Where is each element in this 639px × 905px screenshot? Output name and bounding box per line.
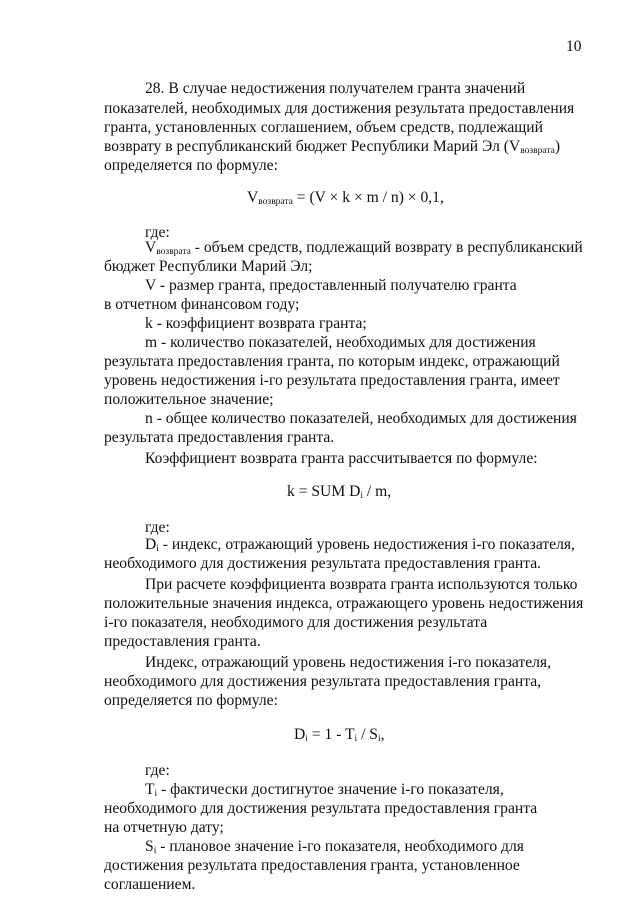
def-m-line-4: положительное значение; [104, 391, 274, 408]
def-m-line-2: результата предоставления гранта, по которым индекс, отражающий [104, 353, 560, 370]
def-s-cont-1: достижения результата предоставления гранта, установленное [104, 857, 520, 874]
p28-line-5: определяется по формуле: [104, 157, 278, 174]
def-v-return: $V_{возврата}$ - объем средств, подлежащий возврату в республиканский [145, 239, 583, 257]
where-label-3: где: [145, 762, 170, 779]
formula-return-amount: $V_{возврата} = (V \times k \times m / n) \times 0,1$, [247, 189, 444, 207]
para-calc-line-1: При расчете коэффициента возврата гранта используются только [145, 576, 578, 593]
def-t: $T_i$ - фактически достигнутое значение i-го показателя, [145, 781, 504, 799]
page-number: 10 [566, 38, 582, 55]
formula-coefficient: k = SUM $D_i$ / m, [287, 483, 392, 501]
para-calc-line-3: i-го показателя, необходимого для достижения результата [104, 614, 488, 631]
para-calc-line-2: положительные значения индекса, отражающего уровень недостижения [104, 595, 584, 612]
def-t-cont-1: необходимого для достижения результата предоставления гранта [104, 800, 538, 817]
def-m-line-3: уровень недостижения i-го результата предоставления гранта, имеет [104, 372, 560, 389]
def-v-line-2: в отчетном финансовом году; [104, 296, 300, 313]
p28-line-1: 28. В случае недостижения получателем гранта значений [145, 80, 526, 97]
def-t-cont-2: на отчетную дату; [104, 819, 224, 836]
where-label-2: где: [145, 519, 170, 536]
def-s-cont-2: соглашением. [104, 876, 196, 893]
def-n-line-2: результата предоставления гранта. [104, 429, 335, 446]
formula-index: $D_i = 1 - T_i / S_i$, [294, 726, 385, 744]
p28-line-2: показателей, необходимых для достижения результата предоставления [104, 100, 575, 117]
def-d-cont: необходимого для достижения результата предоставления гранта. [104, 555, 542, 572]
para-index-line-2: необходимого для достижения результата предоставления гранта, [104, 673, 542, 690]
p28-line-3: гранта, установленных соглашением, объем средств, подлежащий [104, 119, 543, 136]
def-v-return-cont: бюджет Республики Марий Эл; [104, 258, 313, 275]
p28-line-4: возврату в республиканский бюджет Республики Марий Эл $(V_{возврата})$ [104, 138, 561, 156]
def-v-line-1: V - размер гранта, предоставленный получателю гранта [145, 277, 517, 294]
def-m-line-1: m - количество показателей, необходимых для достижения [145, 334, 536, 351]
coef-intro: Коэффициент возврата гранта рассчитывается по формуле: [145, 450, 538, 467]
para-calc-line-4: предоставления гранта. [104, 633, 261, 650]
def-n-line-1: n - общее количество показателей, необходимых для достижения [145, 410, 577, 427]
para-index-line-1: Индекс, отражающий уровень недостижения i-го показателя, [145, 654, 551, 671]
where-label-1: где: [145, 224, 170, 241]
def-d: $D_i$ - индекс, отражающий уровень недостижения i-го показателя, [145, 536, 575, 554]
def-s: $S_i$ - плановое значение i-го показателя, необходимого для [145, 838, 524, 856]
def-k: k - коэффициент возврата гранта; [145, 315, 367, 332]
para-index-line-3: определяется по формуле: [104, 692, 278, 709]
